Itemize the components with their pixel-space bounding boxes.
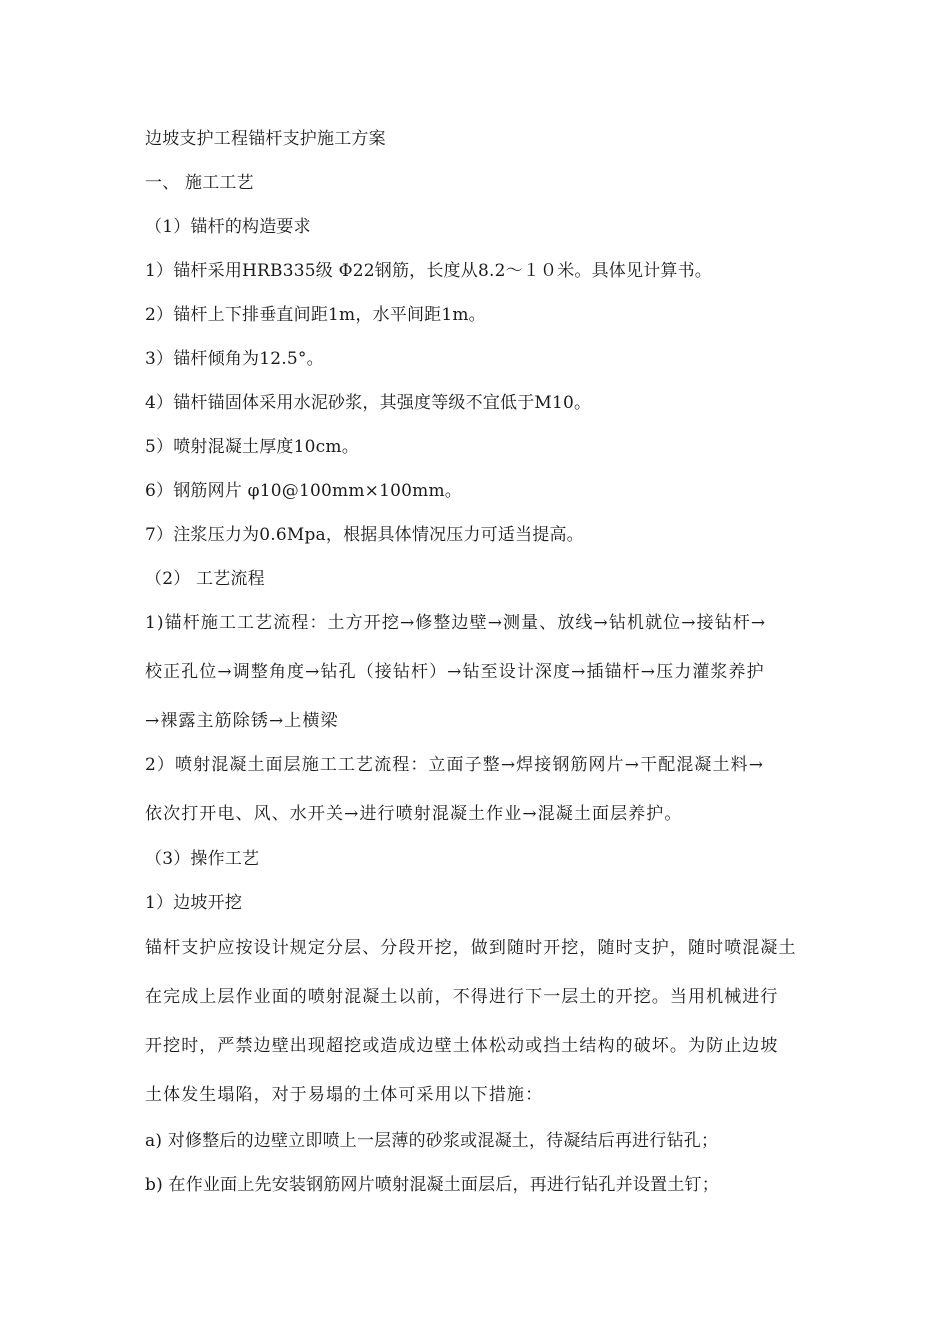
subsection-heading: （2） 工艺流程	[145, 569, 265, 589]
subsection-heading: （3）操作工艺	[145, 849, 260, 869]
flow-line: 1)锚杆施工工艺流程：土方开挖→修整边壁→测量、放线→钻机就位→接钻杆→	[145, 613, 767, 633]
paragraph-line: 在完成上层作业面的喷射混凝土以前，不得进行下一层土的开挖。当用机械进行	[145, 987, 779, 1007]
paragraph-line: 锚杆支护应按设计规定分层、分段开挖，做到随时开挖，随时支护，随时喷混凝土	[145, 938, 797, 958]
measure-item: a) 对修整后的边壁立即喷上一层薄的砂浆或混凝土，待凝结后再进行钻孔；	[145, 1131, 719, 1151]
paragraph-line: 开挖时，严禁边壁出现超挖或造成边壁土体松动或挡土结构的破坏。为防止边坡	[145, 1036, 779, 1056]
list-item: 3）锚杆倾角为12.5°。	[145, 349, 324, 369]
subsection-heading: （1）锚杆的构造要求	[145, 217, 311, 237]
list-item: 1）锚杆采用HRB335级 Φ22钢筋，长度从8.2～１０米。具体见计算书。	[145, 261, 712, 281]
flow-line: →裸露主筋除锈→上横梁	[145, 711, 339, 731]
list-item: 6）钢筋网片 φ10@100mm×100mm。	[145, 481, 462, 501]
section-heading: 一、 施工工艺	[145, 173, 254, 193]
measure-item: b) 在作业面上先安装钢筋网片喷射混凝土面层后，再进行钻孔并设置土钉；	[145, 1175, 719, 1195]
list-item: 5）喷射混凝土厚度10cm。	[145, 437, 359, 457]
flow-line: 2）喷射混凝土面层施工工艺流程：立面子整→焊接钢筋网片→干配混凝土料→	[145, 755, 765, 775]
list-item: 7）注浆压力为0.6Mpa，根据具体情况压力可适当提高。	[145, 525, 584, 545]
flow-line: 依次打开电、风、水开关→进行喷射混凝土作业→混凝土面层养护。	[145, 804, 683, 824]
list-item: 4）锚杆锚固体采用水泥砂浆，其强度等级不宜低于M10。	[145, 393, 592, 413]
item-heading: 1）边坡开挖	[145, 893, 243, 913]
list-item: 2）锚杆上下排垂直间距1m，水平间距1m。	[145, 305, 486, 325]
paragraph-line: 土体发生塌陷，对于易塌的土体可采用以下措施：	[145, 1085, 544, 1105]
flow-line: 校正孔位→调整角度→钻孔（接钻杆）→钻至设计深度→插锚杆→压力灌浆养护	[145, 662, 765, 682]
document-title: 边坡支护工程锚杆支护施工方案	[145, 129, 386, 149]
